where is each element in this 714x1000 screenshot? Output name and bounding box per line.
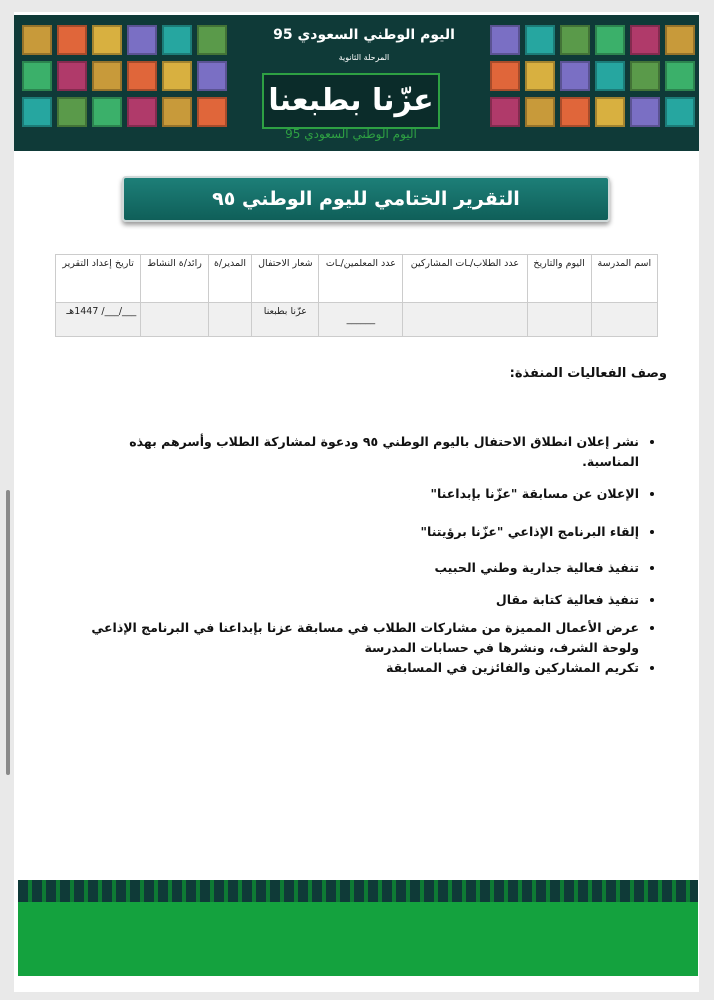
pattern-tile [22,25,52,55]
pattern-tile [92,97,122,127]
list-item: • عرض الأعمال المميزة من مشاركات الطلاب في مسابقة عزنا بإبداعنا في البرنامج الإذاعي ولوحة الشرف، ونشرها في حسابات المدرسة [79,618,639,658]
scrollbar[interactable] [6,490,10,775]
pattern-tile [595,25,625,55]
pattern-tiles-right [490,25,695,127]
table-header: رائد/ة النشاط [141,255,208,303]
pattern-tile [490,25,520,55]
table-header: اليوم والتاريخ [527,255,591,303]
list-item: • تكريم المشاركين والفائزين في المسابقة [79,658,639,678]
pattern-tile [630,25,660,55]
pattern-tile [560,97,590,127]
footer-pattern [18,880,698,976]
logo: عزّنا بطبعنا [262,73,440,129]
pattern-tile [525,97,555,127]
report-title: التقرير الختامي لليوم الوطني ٩٥ [122,176,610,222]
table-header: المدير/ة [208,255,252,303]
pattern-tile [162,97,192,127]
section-title: وصف الفعاليات المنفذة: [509,366,667,381]
pattern-tile [560,25,590,55]
table-cell [591,303,657,337]
table-header: اسم المدرسة [591,255,657,303]
pattern-tile [595,61,625,91]
header-stage: المرحلة الثانوية [338,53,390,62]
table-cell [141,303,208,337]
pattern-tile [595,97,625,127]
pattern-tile [525,61,555,91]
pattern-tile [22,97,52,127]
pattern-tile [197,97,227,127]
pattern-tile [127,97,157,127]
pattern-tile [57,25,87,55]
logo-subtitle: اليوم الوطني السعودي 95 [285,127,417,141]
pattern-tile [490,61,520,91]
pattern-tile [127,61,157,91]
list-item: • الإعلان عن مسابقة "عزّنا بإبداعنا" [79,484,639,504]
pattern-tile [127,25,157,55]
pattern-tile [22,61,52,91]
list-item: • تنفيذ فعالية كتابة مقال [79,590,639,610]
info-table [55,254,658,337]
table-header: عدد الطلاب/ـات المشاركين [403,255,527,303]
list-item: • نشر إعلان انطلاق الاحتفال باليوم الوطني ٩٥ ودعوة لمشاركة الطلاب وأسرهم بهذه المناسبة. [79,432,639,472]
pattern-tile [525,25,555,55]
table-header: عدد المعلمين/ـات [319,255,403,303]
pattern-tile [630,61,660,91]
table-cell: ___/___/ 1447هـ [56,303,141,337]
activities-list [79,432,639,678]
pattern-tile [162,25,192,55]
list-item: • تنفيذ فعالية جدارية وطني الحبيب [79,558,639,578]
pattern-tile [665,97,695,127]
pattern-tile [92,61,122,91]
table-header: شعار الاحتفال [252,255,319,303]
table-header: تاريخ إعداد التقرير [56,255,141,303]
header-banner [14,15,699,151]
table-header-row [56,255,658,303]
pattern-tile [197,25,227,55]
list-item: • إلقاء البرنامج الإذاعي "عزّنا برؤيتنا" [79,522,639,542]
pattern-tile [162,61,192,91]
pattern-tiles-left [22,25,227,127]
pattern-tile [665,61,695,91]
table-cell: عزّنا بطبعنا [252,303,319,337]
pattern-tile [57,97,87,127]
table-cell [403,303,527,337]
pattern-tile [665,25,695,55]
table-cell [208,303,252,337]
pattern-tile [57,61,87,91]
document-page [14,12,699,992]
pattern-tile [92,25,122,55]
table-cell: ______ [319,303,403,337]
pattern-tile [560,61,590,91]
table-row [56,303,658,337]
header-title: اليوم الوطني السعودي 95 [273,27,455,43]
pattern-tile [490,97,520,127]
pattern-tile [197,61,227,91]
table-cell [527,303,591,337]
pattern-tile [630,97,660,127]
